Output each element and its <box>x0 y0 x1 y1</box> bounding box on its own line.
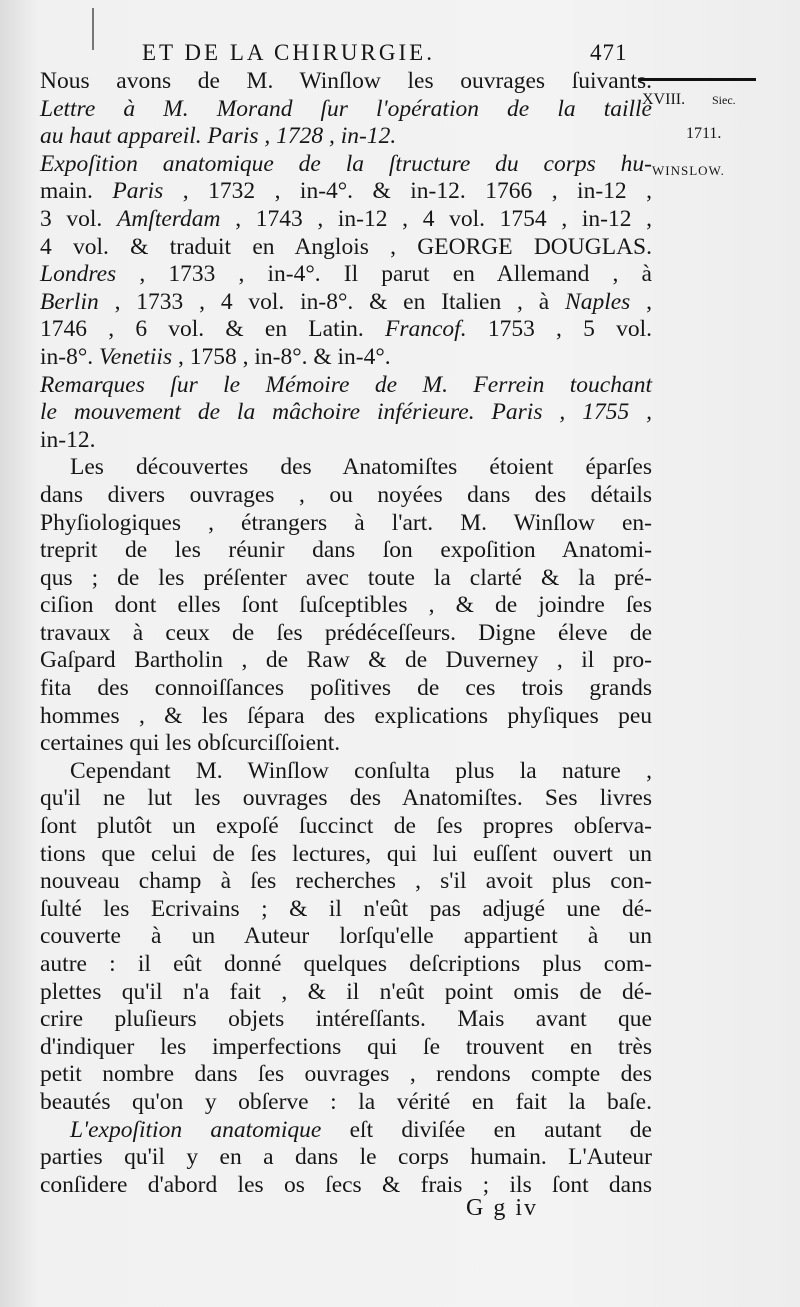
text-line: Berlin , 1733 , 4 vol. in-8°. & en Italien , à Naples , <box>40 288 652 315</box>
text-line: plettes qu'il n'a fait , & il n'eût point omis de dé- <box>40 978 652 1005</box>
text-line: treprit de les réunir dans ſon expoſition Anatomi- <box>40 537 652 564</box>
text-line: Londres , 1733 , in-4°. Il parut en Allemand , à <box>40 261 652 288</box>
text-line: Cependant M. Winſlow conſulta plus la nature , <box>70 757 652 784</box>
text-line: parties qu'il y en a dans le corps humain. L'Auteur <box>40 1144 652 1171</box>
text-line: Gaſpard Bartholin , de Raw & de Duverney , il pro- <box>40 647 652 674</box>
text-line: beautés qu'on y obſerve : la vérité en fait la baſe. <box>40 1088 652 1115</box>
body-text <box>40 68 652 1199</box>
text-line: ſulté les Ecrivains ; & il n'eût pas adjugé une dé- <box>40 895 652 922</box>
text-line: Les découvertes des Anatomiſtes étoient éparſes <box>70 454 652 481</box>
text-line: 1746 , 6 vol. & en Latin. Francof. 1753 , 5 vol. <box>40 316 652 343</box>
text-line: le mouvement de la mâchoire inférieure. Paris , 1755 , <box>40 399 652 426</box>
text-line: travaux à ceux de ſes prédéceſſeurs. Digne éleve de <box>40 619 652 646</box>
running-title: ET DE LA CHIRURGIE. <box>142 40 435 65</box>
text-line: in-8°. Venetiis , 1758 , in-8°. & in-4°. <box>40 343 391 370</box>
text-line: qus ; de les préſenter avec toute la clarté & la pré- <box>40 564 652 591</box>
text-line: 4 vol. & traduit en Anglois , GEORGE DOUGLAS. <box>40 233 652 260</box>
text-line: dans divers ouvrages , ou noyées dans des détails <box>40 481 652 508</box>
text-line: Remarques ſur le Mémoire de M. Ferrein touchant <box>40 371 652 398</box>
text-line: qu'il ne lut les ouvrages des Anatomiſtes. Ses livres <box>40 785 652 812</box>
text-line: main. Paris , 1732 , in-4°. & in-12. 1766 , in-12 , <box>40 178 652 205</box>
text-line: conſidere d'abord les os ſecs & frais ; ils ſont dans <box>40 1171 652 1198</box>
text-line: hommes , & les ſépara des explications phyſiques peu <box>40 702 652 729</box>
margin-author: WINSLOW. <box>652 163 725 178</box>
text-line: Nous avons de M. Winſlow les ouvrages ſuivants. <box>40 68 652 94</box>
signature-mark: G g iv <box>466 1195 538 1221</box>
text-line: nouveau champ à ſes recherches , s'il avoit plus con- <box>40 868 652 895</box>
text-line: ciſion dont elles ſont ſuſceptibles , & de joindre ſes <box>40 592 652 619</box>
text-line: 3 vol. Amſterdam , 1743 , in-12 , 4 vol. 1754 , in-12 , <box>40 205 652 232</box>
margin-rule <box>638 78 756 81</box>
text-line: d'indiquer les imperfections qui ſe trouvent en très <box>40 1033 652 1060</box>
gutter-mark <box>92 8 94 50</box>
text-line: couverte à un Auteur lorſqu'elle appartient à un <box>40 923 652 950</box>
text-line: certaines qui les obſcurciſſoient. <box>40 730 341 757</box>
text-line: crire pluſieurs objets intéreſſants. Mais avant que <box>40 1006 652 1033</box>
text-line: tions que celui de ſes lectures, qui lui euſſent ouvert un <box>40 840 652 867</box>
margin-year: 1711. <box>686 125 722 142</box>
text-line: au haut appareil. Paris , 1728 , in-12. <box>40 123 397 150</box>
text-line: petit nombre dans ſes ouvrages , rendons compte des <box>40 1061 652 1088</box>
text-line: Expoſition anatomique de la ſtructure du corps hu- <box>40 150 652 177</box>
running-header <box>142 40 642 66</box>
margin-siec: Siec. <box>712 93 736 107</box>
text-line: in-12. <box>40 426 96 453</box>
text-line: Lettre à M. Morand ſur l'opération de la taille <box>40 95 652 122</box>
page-number: 471 <box>590 40 628 65</box>
text-line: L'expoſition anatomique eſt diviſée en autant de <box>70 1116 652 1143</box>
text-line: fita des connoiſſances poſitives de ces trois grands <box>40 675 652 702</box>
text-line: ſont plutôt un expoſé ſuccinct de ſes propres obſerva- <box>40 813 652 840</box>
text-line: Phyſiologiques , étrangers à l'art. M. Winſlow en- <box>40 509 652 536</box>
margin-century: XVIII. <box>642 91 686 108</box>
text-line: autre : il eût donné quelques deſcriptions plus com- <box>40 951 652 977</box>
